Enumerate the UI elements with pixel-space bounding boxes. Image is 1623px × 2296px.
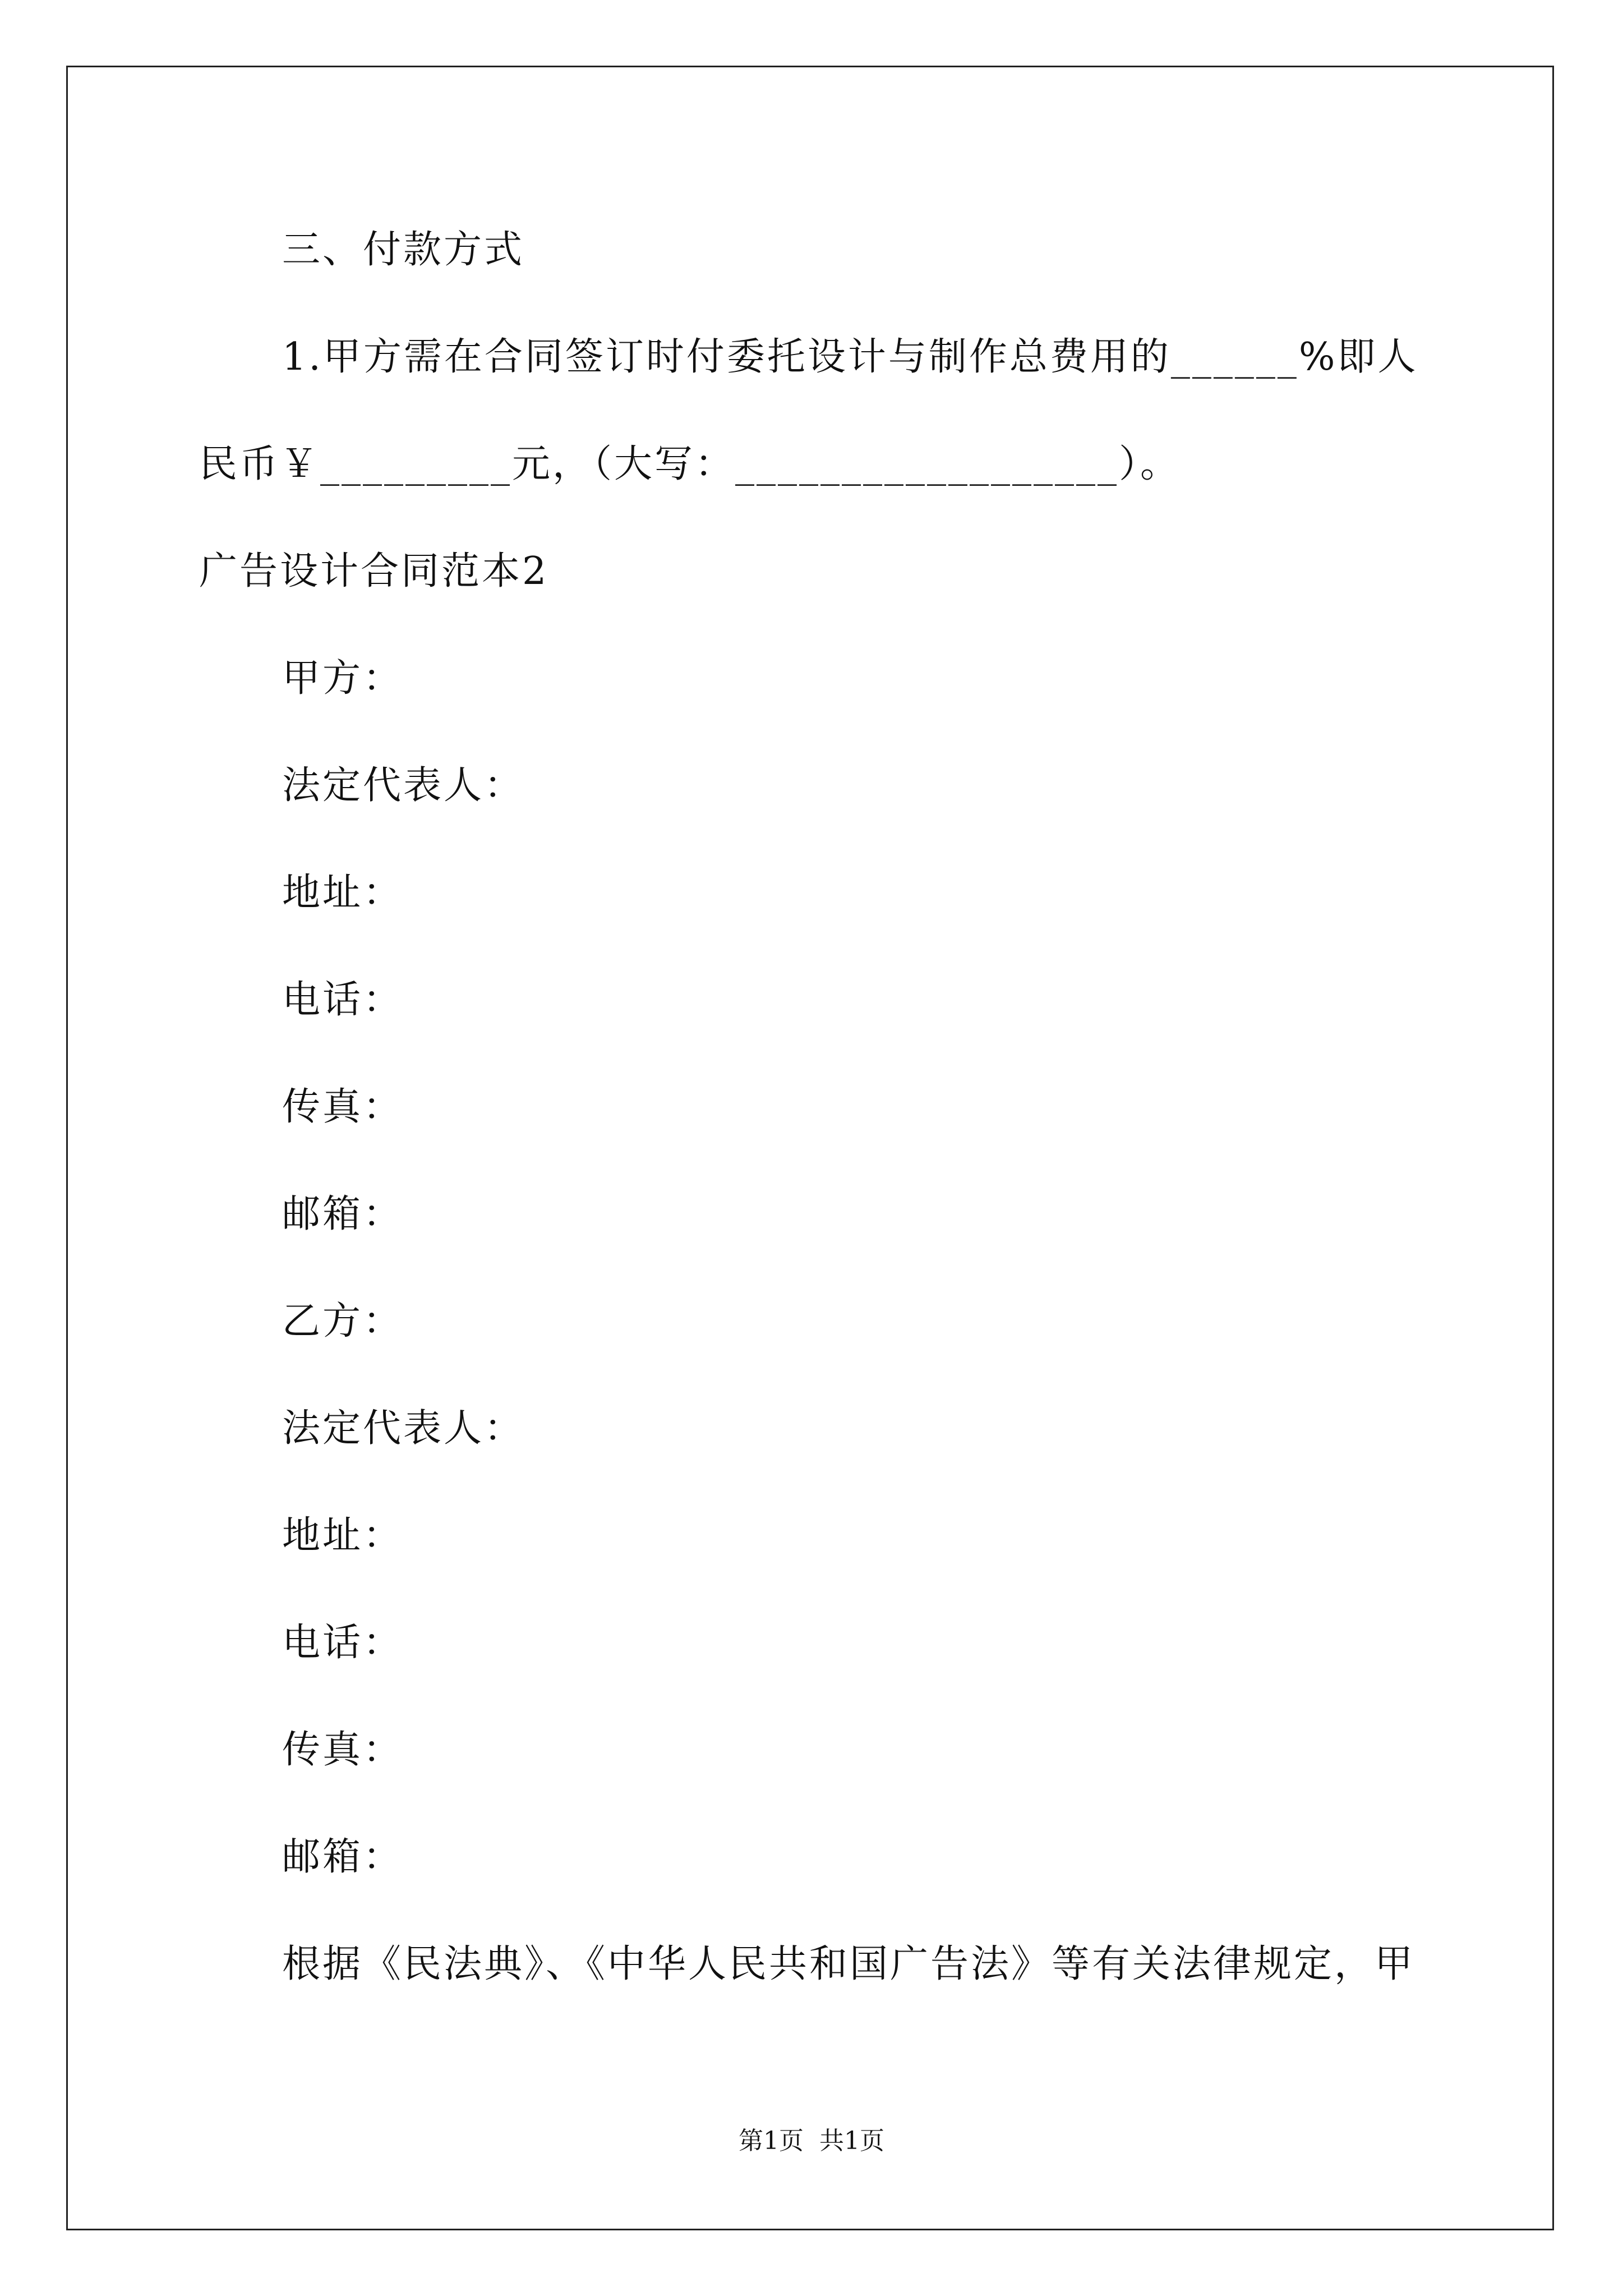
- party-b-phone: 电话：: [282, 1621, 404, 1665]
- party-b-email: 邮箱：: [282, 1835, 404, 1879]
- paragraph-line: 民币￥_________元，（大写：__________________）。: [199, 442, 1181, 486]
- party-b-representative: 法定代表人：: [282, 1406, 525, 1451]
- contract-title: 广告设计合同范本2: [199, 549, 549, 593]
- party-a-representative: 法定代表人：: [282, 763, 525, 808]
- party-a-email: 邮箱：: [282, 1192, 404, 1236]
- party-a-fax: 传真：: [282, 1085, 404, 1129]
- page-border: [66, 66, 1554, 2230]
- section-heading-payment: 三、付款方式: [282, 228, 525, 272]
- party-a-phone: 电话：: [282, 978, 404, 1022]
- page-number-footer: 第1页 共1页: [739, 2127, 884, 2155]
- party-b-fax: 传真：: [282, 1728, 404, 1772]
- party-b-address: 地址：: [282, 1513, 404, 1558]
- party-a-address: 地址：: [282, 871, 404, 915]
- paragraph-line: 1.甲方需在合同签订时付委托设计与制作总费用的______%即人: [282, 335, 1418, 379]
- party-a-label: 甲方：: [282, 656, 404, 701]
- party-b-label: 乙方：: [282, 1299, 404, 1343]
- paragraph-line: 根据《民法典》、《中华人民共和国广告法》等有关法律规定，甲: [282, 1942, 1415, 1986]
